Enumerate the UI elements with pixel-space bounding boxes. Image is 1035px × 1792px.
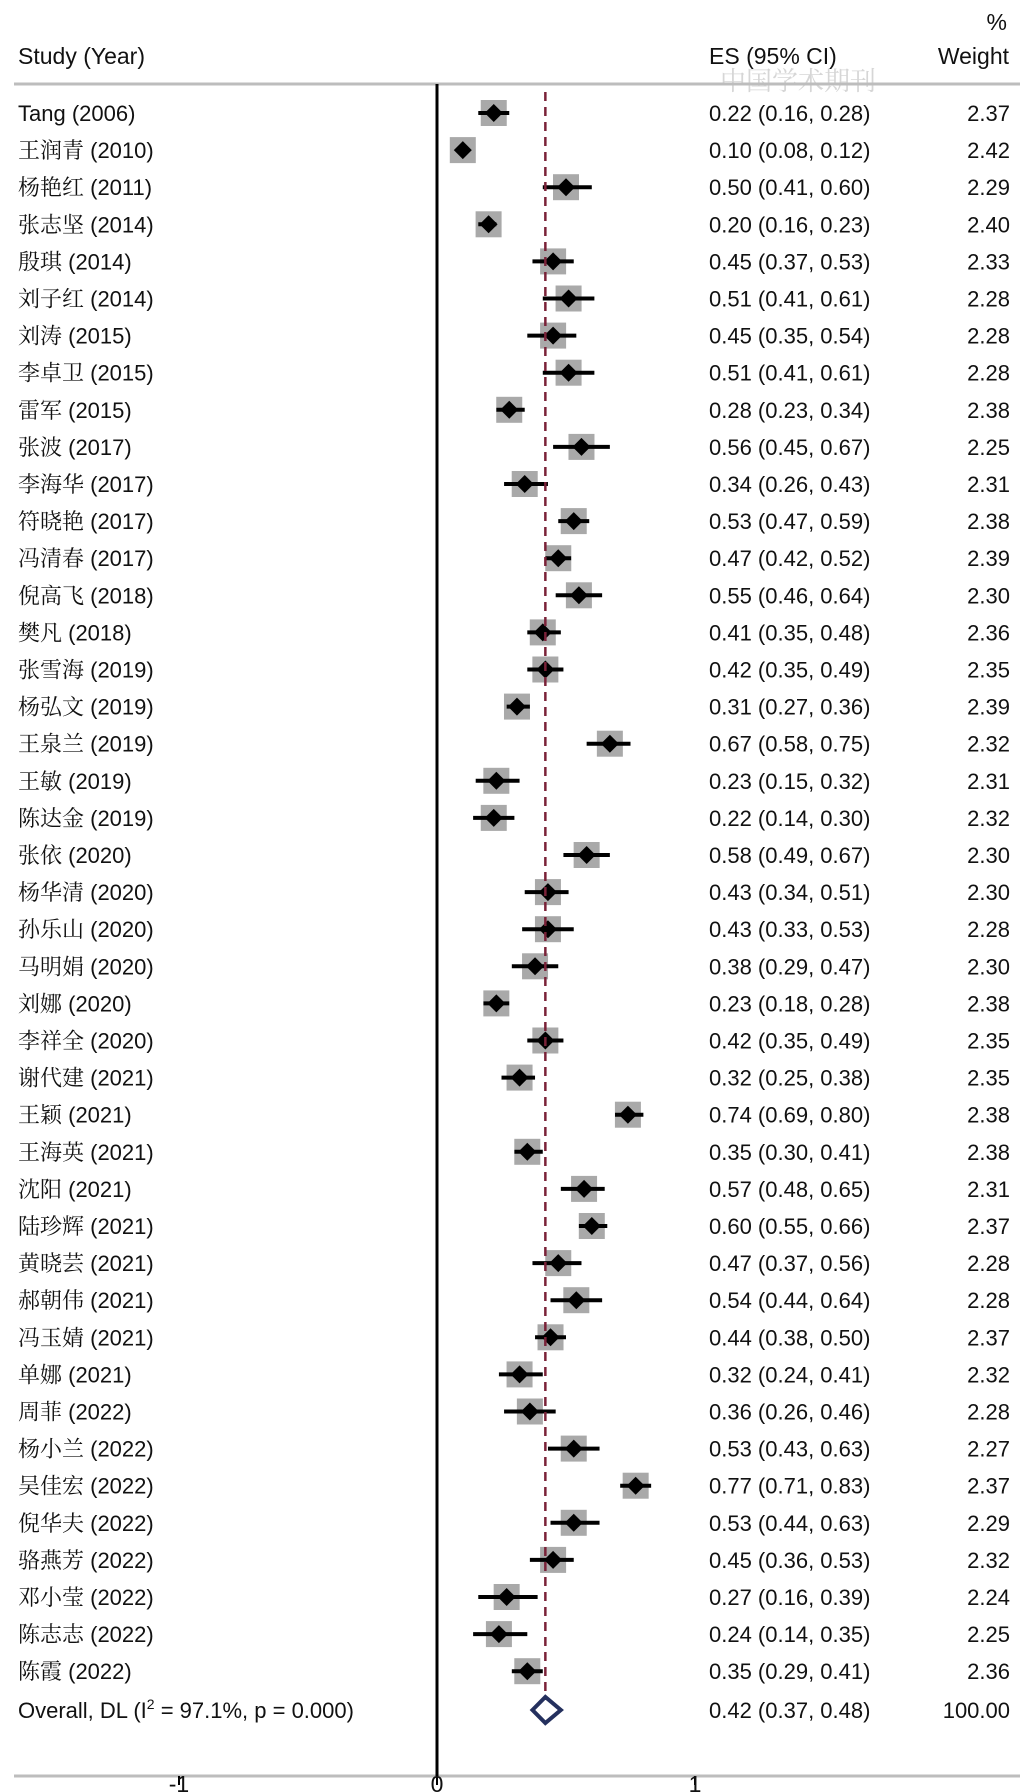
study-ci-text: 0.36 (0.26, 0.46) [709, 1399, 871, 1425]
study-label: 黄晓芸 (2021) [18, 1251, 154, 1277]
study-row [18, 324, 1010, 349]
study-weight: 2.30 [967, 583, 1010, 609]
study-ci-text: 0.47 (0.42, 0.52) [709, 546, 871, 572]
study-row [18, 1511, 1010, 1536]
study-ci-text: 0.54 (0.44, 0.64) [709, 1288, 871, 1314]
study-label: 张波 (2017) [18, 434, 132, 460]
study-ci-text: 0.42 (0.35, 0.49) [709, 657, 871, 683]
study-weight: 2.28 [967, 1399, 1010, 1425]
overall-diamond [532, 1697, 560, 1723]
study-weight: 2.38 [967, 509, 1010, 535]
study-row [18, 1325, 1010, 1350]
study-row [18, 212, 1010, 237]
study-row [18, 732, 1010, 757]
study-label: 李海华 (2017) [18, 472, 154, 497]
study-ci-text: 0.22 (0.16, 0.28) [709, 101, 871, 126]
study-ci-text: 0.43 (0.34, 0.51) [709, 880, 871, 906]
watermark: 中国学术期刊 [720, 67, 877, 97]
overall-label-sup: 2 [146, 1696, 155, 1712]
study-weight: 2.25 [967, 434, 1010, 460]
study-label: 樊凡 (2018) [18, 620, 132, 646]
x-tick-label: 1 [688, 1771, 702, 1792]
study-label: 冯玉婧 (2021) [18, 1325, 154, 1351]
study-label: 王海英 (2021) [18, 1139, 154, 1165]
study-weight: 2.40 [967, 212, 1010, 238]
study-label: 陈志志 (2022) [18, 1622, 154, 1648]
study-ci-text: 0.31 (0.27, 0.36) [709, 694, 871, 720]
study-row [18, 880, 1010, 905]
study-row [18, 991, 1010, 1016]
study-row [18, 249, 1010, 274]
study-weight: 2.37 [967, 1214, 1010, 1239]
study-row [18, 843, 1010, 868]
study-row [18, 1140, 1010, 1165]
study-weight: 2.35 [967, 1065, 1010, 1091]
study-label: 王润青 (2010) [18, 138, 154, 164]
study-row [18, 1437, 1010, 1462]
study-label: 沈阳 (2021) [18, 1176, 132, 1202]
study-row [18, 1474, 1010, 1499]
study-label: 李卓卫 (2015) [18, 360, 154, 386]
study-ci-text: 0.47 (0.37, 0.56) [709, 1251, 871, 1277]
x-axis-ticks [169, 1771, 702, 1792]
study-ci-text: 0.45 (0.36, 0.53) [709, 1547, 871, 1573]
study-label: 倪高飞 (2018) [18, 583, 154, 609]
header-weight: Weight [937, 43, 1009, 69]
study-label: Tang (2006) [18, 101, 136, 126]
study-ci-text: 0.32 (0.25, 0.38) [709, 1065, 871, 1091]
study-label: 吴佳宏 (2022) [18, 1473, 154, 1499]
study-row [18, 435, 1010, 460]
study-label: 杨弘文 (2019) [18, 694, 154, 720]
study-label: 刘子红 (2014) [18, 286, 154, 312]
study-row [18, 175, 1010, 200]
study-ci-text: 0.20 (0.16, 0.23) [709, 212, 871, 238]
study-weight: 2.24 [967, 1585, 1010, 1610]
study-weight: 2.28 [967, 360, 1010, 386]
study-row [18, 658, 1010, 683]
study-ci-text: 0.53 (0.43, 0.63) [709, 1436, 871, 1462]
study-label: 冯清春 (2017) [18, 546, 154, 572]
study-row [18, 1214, 1010, 1239]
study-weight: 2.28 [967, 323, 1010, 349]
study-row [18, 583, 1010, 608]
study-label: 李祥全 (2020) [18, 1028, 154, 1054]
study-weight: 2.32 [967, 805, 1010, 831]
study-weight: 2.28 [967, 1251, 1010, 1277]
study-row [18, 620, 1010, 645]
study-ci-text: 0.43 (0.33, 0.53) [709, 917, 871, 943]
study-ci-text: 0.53 (0.44, 0.63) [709, 1510, 871, 1536]
study-label: 张雪海 (2019) [18, 657, 154, 683]
study-row [18, 361, 1010, 386]
study-ci-text: 0.38 (0.29, 0.47) [709, 954, 871, 980]
study-row [18, 509, 1010, 534]
overall-label-prefix: Overall, DL (I [18, 1698, 147, 1723]
study-weight: 2.35 [967, 657, 1010, 683]
study-weight: 2.28 [967, 286, 1010, 312]
study-label: 王敏 (2019) [18, 768, 132, 794]
study-row [18, 287, 1010, 312]
study-label: 谢代建 (2021) [18, 1065, 154, 1091]
study-label: 刘娜 (2020) [18, 991, 132, 1017]
study-weight: 2.38 [967, 991, 1010, 1017]
study-weight: 2.30 [967, 843, 1010, 868]
study-weight: 2.37 [967, 1473, 1010, 1499]
x-tick-label: -1 [168, 1771, 190, 1792]
header-study: Study (Year) [18, 43, 145, 69]
study-weight: 2.42 [967, 138, 1010, 164]
study-weight: 2.31 [967, 768, 1010, 794]
study-label: 张志坚 (2014) [18, 212, 154, 238]
study-ci-text: 0.22 (0.14, 0.30) [709, 805, 871, 831]
study-weight: 2.32 [967, 731, 1010, 757]
study-row [18, 546, 1010, 571]
overall-ci-text: 0.42 (0.37, 0.48) [709, 1698, 871, 1723]
study-label: 殷琪 (2014) [18, 249, 132, 275]
study-weight: 2.31 [967, 1176, 1010, 1202]
study-weight: 2.29 [967, 175, 1010, 201]
study-label: 符晓艳 (2017) [18, 509, 154, 535]
study-row [18, 1251, 1010, 1276]
study-row [18, 1548, 1010, 1573]
study-weight: 2.39 [967, 546, 1010, 572]
study-row [18, 917, 1010, 942]
study-ci-text: 0.60 (0.55, 0.66) [709, 1214, 871, 1239]
study-label: 王泉兰 (2019) [18, 731, 154, 757]
study-weight: 2.30 [967, 880, 1010, 906]
study-ci-text: 0.27 (0.16, 0.39) [709, 1585, 871, 1610]
study-label: 马明娟 (2020) [18, 954, 154, 980]
header-es: ES (95% CI) [709, 43, 837, 69]
study-ci-text: 0.35 (0.30, 0.41) [709, 1139, 871, 1165]
overall-label [18, 1696, 354, 1723]
plot-marks [437, 84, 651, 1776]
overall-row [18, 1696, 1010, 1723]
study-weight: 2.32 [967, 1362, 1010, 1388]
study-label: 邓小莹 (2022) [18, 1585, 154, 1610]
study-rows [18, 101, 1010, 1684]
study-ci-text: 0.53 (0.47, 0.59) [709, 509, 871, 535]
study-ci-text: 0.50 (0.41, 0.60) [709, 175, 871, 201]
study-ci-text: 0.56 (0.45, 0.67) [709, 434, 871, 460]
study-label: 陈达金 (2019) [18, 805, 154, 831]
study-label: 雷军 (2015) [18, 397, 132, 423]
study-weight: 2.33 [967, 249, 1010, 275]
study-weight: 2.36 [967, 1659, 1010, 1685]
study-ci-text: 0.45 (0.35, 0.54) [709, 323, 871, 349]
x-tick-label: 0 [430, 1771, 444, 1792]
study-row [18, 138, 1010, 163]
study-ci-text: 0.10 (0.08, 0.12) [709, 138, 871, 164]
study-weight: 2.39 [967, 694, 1010, 720]
study-row [18, 101, 1010, 126]
study-ci-text: 0.55 (0.46, 0.64) [709, 583, 871, 609]
study-ci-text: 0.74 (0.69, 0.80) [709, 1102, 871, 1128]
study-weight: 2.28 [967, 1288, 1010, 1314]
study-row [18, 1177, 1010, 1202]
study-weight: 2.27 [967, 1436, 1010, 1462]
overall-weight: 100.00 [942, 1698, 1010, 1723]
study-label: 杨小兰 (2022) [18, 1436, 154, 1462]
study-label: 骆燕芳 (2022) [18, 1547, 154, 1573]
study-weight: 2.38 [967, 397, 1010, 423]
study-ci-text: 0.67 (0.58, 0.75) [709, 731, 871, 757]
study-row [18, 1288, 1010, 1313]
study-weight: 2.38 [967, 1139, 1010, 1165]
study-row [18, 1029, 1010, 1054]
study-label: 张依 (2020) [18, 843, 132, 868]
study-weight: 2.35 [967, 1028, 1010, 1054]
study-label: 陆珍辉 (2021) [18, 1214, 154, 1239]
study-ci-text: 0.23 (0.18, 0.28) [709, 991, 871, 1017]
study-label: 倪华夫 (2022) [18, 1510, 154, 1536]
study-weight: 2.25 [967, 1622, 1010, 1648]
study-label: 杨艳红 (2011) [18, 175, 153, 201]
study-ci-text: 0.34 (0.26, 0.43) [709, 472, 871, 497]
study-label: 周菲 (2022) [18, 1399, 132, 1425]
study-label: 单娜 (2021) [18, 1362, 132, 1388]
study-label: 陈霞 (2022) [18, 1659, 132, 1685]
study-weight: 2.36 [967, 620, 1010, 646]
study-label: 杨华清 (2020) [18, 880, 154, 906]
study-ci-text: 0.45 (0.37, 0.53) [709, 249, 871, 275]
study-ci-text: 0.58 (0.49, 0.67) [709, 843, 871, 868]
overall-label-suffix: = 97.1%, p = 0.000) [154, 1698, 354, 1723]
study-weight: 2.32 [967, 1547, 1010, 1573]
study-weight: 2.37 [967, 1325, 1010, 1351]
study-ci-text: 0.35 (0.29, 0.41) [709, 1659, 871, 1685]
study-label: 郝朝伟 (2021) [18, 1288, 154, 1314]
study-label: 孙乐山 (2020) [18, 917, 154, 943]
study-label: 刘涛 (2015) [18, 323, 132, 349]
study-weight: 2.31 [967, 472, 1010, 497]
study-ci-text: 0.32 (0.24, 0.41) [709, 1362, 871, 1388]
study-ci-text: 0.24 (0.14, 0.35) [709, 1622, 871, 1648]
study-ci-text: 0.28 (0.23, 0.34) [709, 397, 871, 423]
study-ci-text: 0.51 (0.41, 0.61) [709, 286, 871, 312]
study-weight: 2.28 [967, 917, 1010, 943]
study-ci-text: 0.51 (0.41, 0.61) [709, 360, 871, 386]
study-ci-text: 0.41 (0.35, 0.48) [709, 620, 871, 646]
study-weight: 2.38 [967, 1102, 1010, 1128]
study-weight: 2.29 [967, 1510, 1010, 1536]
study-row [18, 1103, 1010, 1128]
study-ci-text: 0.44 (0.38, 0.50) [709, 1325, 871, 1351]
study-ci-text: 0.77 (0.71, 0.83) [709, 1473, 871, 1499]
header-weight-percent: % [986, 9, 1007, 35]
study-ci-text: 0.57 (0.48, 0.65) [709, 1176, 871, 1202]
study-ci-text: 0.42 (0.35, 0.49) [709, 1028, 871, 1054]
study-ci-text: 0.23 (0.15, 0.32) [709, 768, 871, 794]
study-weight: 2.37 [967, 101, 1010, 126]
study-weight: 2.30 [967, 954, 1010, 980]
study-label: 王颖 (2021) [18, 1102, 132, 1128]
